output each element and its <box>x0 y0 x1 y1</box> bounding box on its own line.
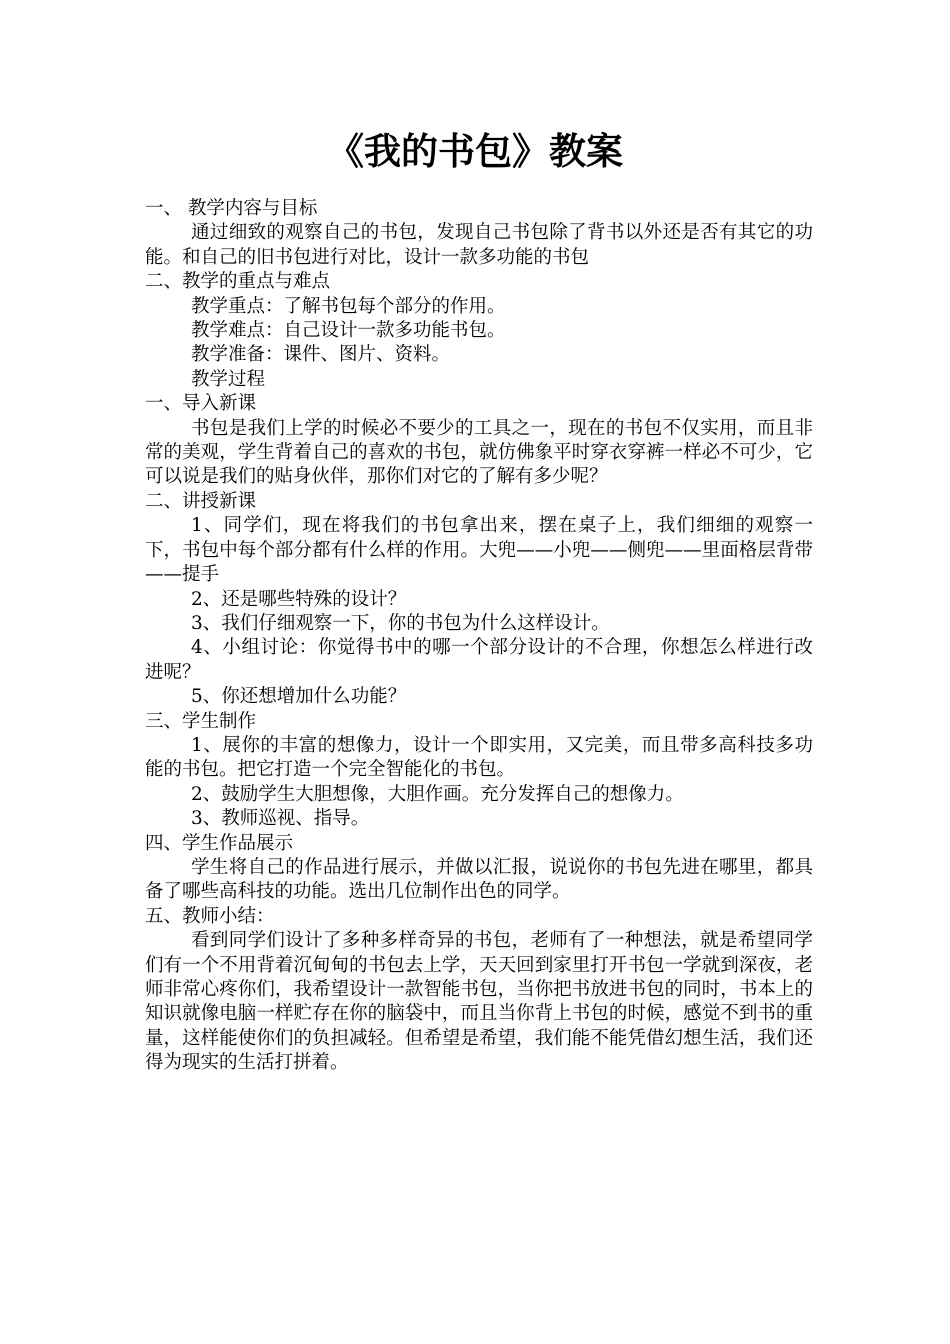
paragraph: 4、小组讨论：你觉得书中的哪一个部分设计的不合理，你想怎么样进行改进呢？ <box>145 637 813 683</box>
paragraph: 5、你还想增加什么功能？ <box>191 686 407 708</box>
paragraph: 教学难点：自己设计一款多功能书包。 <box>191 320 506 342</box>
paragraph: 教学过程 <box>191 368 266 390</box>
paragraph: 教学重点：了解书包每个部分的作用。 <box>191 295 506 317</box>
paragraph: 1、展你的丰富的想像力，设计一个即实用，又完美，而且带多高科技多功能的书包。把它打造一个完全智能化的书包。 <box>145 734 813 781</box>
paragraph: 2、鼓励学生大胆想像，大胆作画。充分发挥自己的想像力。 <box>191 783 684 805</box>
document-body <box>145 197 813 1076</box>
paragraph: 3、教师巡视、指导。 <box>191 808 370 830</box>
document-title: 《我的书包》教案 <box>327 129 623 173</box>
section-heading: 一、 教学内容与目标 <box>145 198 318 219</box>
section-heading: 二、教学的重点与难点 <box>145 271 331 293</box>
section-heading: 三、学生制作 <box>145 710 257 732</box>
paragraph: 书包是我们上学的时候必不要少的工具之一，现在的书包不仅实用，而且非常的美观，学生背着自己的喜欢的书包，就仿佛象平时穿衣穿裤一样必不可少，它可以说是我们的贴身伙伴，那你们对它的了解有多少呢？ <box>145 417 813 488</box>
paragraph: 2、还是哪些特殊的设计？ <box>191 588 407 610</box>
section-heading: 五、教师小结： <box>145 905 275 927</box>
section-heading: 二、讲授新课 <box>145 490 257 512</box>
paragraph: 1、同学们，现在将我们的书包拿出来，摆在桌子上，我们细细的观察一下，书包中每个部分都有什么样的作用。大兜——小兜——侧兜——里面格层背带——提手 <box>145 515 813 586</box>
paragraph: 学生将自己的作品进行展示，并做以汇报，说说你的书包先进在哪里，都具备了哪些高科技的功能。选出几位制作出色的同学。 <box>145 856 813 903</box>
paragraph: 教学准备：课件、图片、资料。 <box>191 344 451 366</box>
paragraph: 通过细致的观察自己的书包，发现自己书包除了背书以外还是否有其它的功能。和自己的旧书包进行对比，设计一款多功能的书包 <box>145 222 813 268</box>
paragraph: 看到同学们设计了多种多样奇异的书包，老师有了一种想法，就是希望同学们有一个不用背着沉甸甸的书包去上学，天天回到家里打开书包一学就到深夜，老师非常心疼你们，我希望设计一款智能书包，当你把书放进书包的同时，书本上的知识就像电脑一样贮存在你的脑袋中，而且当你背上书包的时候，感觉不到书的重量，这样能使你们的负担减轻。但希望是希望，我们能不能凭借幻想生活，我们还得为现实的生活打拼着。 <box>145 930 813 1074</box>
paragraph: 3、我们仔细观察一下，你的书包为什么这样设计。 <box>191 612 610 634</box>
section-heading: 四、学生作品展示 <box>145 832 294 854</box>
section-heading: 一、导入新课 <box>145 393 257 415</box>
